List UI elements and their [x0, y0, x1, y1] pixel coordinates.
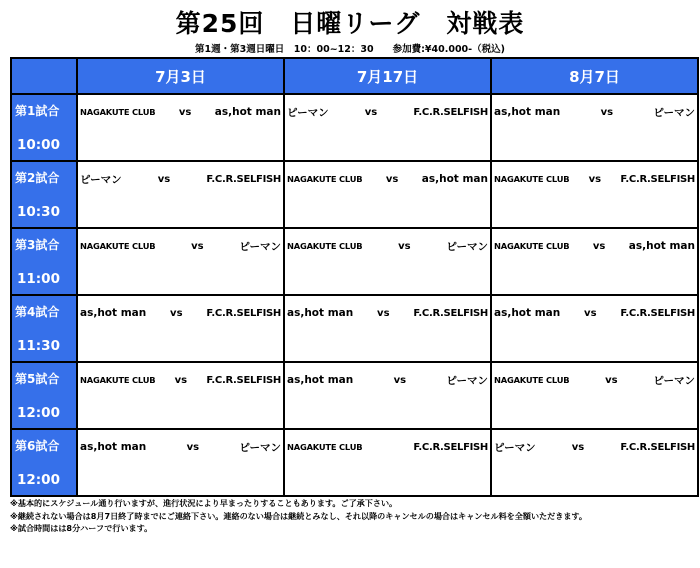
- notes: [10, 497, 698, 535]
- away-team: ピーマン: [653, 374, 695, 387]
- match: [492, 170, 697, 188]
- vs-label: vs: [157, 173, 171, 185]
- match-cell: [491, 161, 698, 228]
- schedule-subtitle: 第1週・第3週日曜日 10：00~12：30 参加費:¥40.000-（税込): [195, 44, 505, 55]
- game-time: 11:00: [17, 271, 60, 287]
- game-time: 10:30: [17, 204, 60, 220]
- away-team: F.C.R.SELFISH: [620, 441, 695, 453]
- game-label: [12, 430, 76, 492]
- away-team: as,hot man: [214, 106, 281, 118]
- vs-label: vs: [186, 441, 200, 453]
- date-header: 8月7日: [491, 58, 698, 94]
- match: [492, 304, 697, 322]
- away-team: F.C.R.SELFISH: [206, 374, 281, 386]
- away-team: ピーマン: [446, 374, 488, 387]
- game-time: 10:00: [17, 137, 60, 153]
- vs-label: vs: [600, 106, 614, 118]
- header-corner: [11, 58, 77, 94]
- vs-label: vs: [178, 106, 192, 118]
- match-cell: [77, 295, 284, 362]
- match: [78, 103, 283, 121]
- home-team: as,hot man: [80, 307, 147, 319]
- away-team: F.C.R.SELFISH: [620, 307, 695, 319]
- home-team: NAGAKUTE CLUB: [80, 241, 156, 251]
- game-time: 12:00: [17, 472, 60, 488]
- vs-label: vs: [170, 307, 183, 319]
- match-cell: [284, 161, 491, 228]
- vs-label: vs: [605, 374, 618, 386]
- home-team: ピーマン: [494, 441, 536, 454]
- vs-label: vs: [393, 374, 407, 386]
- match-cell: [77, 429, 284, 496]
- vs-label: vs: [385, 173, 399, 185]
- game-row: [11, 94, 698, 161]
- game-row: [11, 362, 698, 429]
- game-number: 第1試合: [15, 104, 60, 118]
- game-label: [12, 95, 76, 157]
- note-line: ※基本的にスケジュール通り行いますが、進行状況により早まったりすることもあります。ご了承下さい。: [10, 498, 398, 508]
- home-team: as,hot man: [494, 106, 561, 118]
- game-label-cell: [11, 161, 77, 228]
- match-cell: [77, 228, 284, 295]
- match: [285, 371, 490, 389]
- home-team: as,hot man: [287, 307, 354, 319]
- home-team: ピーマン: [287, 106, 329, 119]
- vs-label: vs: [174, 374, 188, 386]
- vs-label: vs: [191, 240, 204, 252]
- vs-label: vs: [571, 441, 585, 453]
- away-team: F.C.R.SELFISH: [620, 173, 695, 185]
- away-team: ピーマン: [239, 240, 281, 253]
- match: [78, 237, 283, 255]
- match: [285, 237, 490, 255]
- game-label: [12, 229, 76, 291]
- vs-label: vs: [364, 106, 378, 118]
- date-header-row: [11, 58, 698, 94]
- away-team: ピーマン: [239, 441, 281, 454]
- match: [492, 237, 697, 255]
- game-label-cell: [11, 429, 77, 496]
- note-line: ※試合時間はは8分ハーフで行います。: [10, 523, 153, 533]
- game-row: [11, 228, 698, 295]
- game-number: 第4試合: [15, 305, 60, 319]
- away-team: as,hot man: [628, 240, 695, 252]
- match: [78, 438, 283, 456]
- away-team: F.C.R.SELFISH: [206, 173, 281, 185]
- home-team: NAGAKUTE CLUB: [494, 174, 570, 184]
- game-label-cell: [11, 228, 77, 295]
- match-cell: [491, 94, 698, 161]
- home-team: NAGAKUTE CLUB: [287, 442, 363, 452]
- match-cell: [284, 362, 491, 429]
- home-team: NAGAKUTE CLUB: [80, 375, 156, 385]
- away-team: ピーマン: [653, 106, 695, 119]
- vs-label: vs: [398, 240, 411, 252]
- game-time: 12:00: [17, 405, 60, 421]
- match: [78, 371, 283, 389]
- match: [492, 371, 697, 389]
- game-label: [12, 363, 76, 425]
- date-header: 7月3日: [77, 58, 284, 94]
- match-cell: [284, 295, 491, 362]
- vs-label: vs: [592, 240, 606, 252]
- home-team: as,hot man: [287, 374, 354, 386]
- match: [492, 438, 697, 456]
- game-label: [12, 162, 76, 224]
- home-team: as,hot man: [80, 441, 147, 453]
- home-team: as,hot man: [494, 307, 561, 319]
- game-label: [12, 296, 76, 358]
- game-number: 第3試合: [15, 238, 60, 252]
- game-number: 第5試合: [15, 372, 60, 386]
- away-team: F.C.R.SELFISH: [206, 307, 281, 319]
- game-number: 第6試合: [15, 439, 60, 453]
- match-cell: [491, 228, 698, 295]
- home-team: NAGAKUTE CLUB: [494, 375, 570, 385]
- away-team: ピーマン: [446, 240, 488, 253]
- match-cell: [284, 429, 491, 496]
- game-number: 第2試合: [15, 171, 60, 185]
- away-team: as,hot man: [421, 173, 488, 185]
- schedule-table: [10, 57, 699, 497]
- away-team: F.C.R.SELFISH: [413, 307, 488, 319]
- home-team: NAGAKUTE CLUB: [494, 241, 570, 251]
- match: [492, 103, 697, 121]
- match-cell: [491, 295, 698, 362]
- home-team: NAGAKUTE CLUB: [80, 107, 156, 117]
- game-row: [11, 295, 698, 362]
- match: [78, 170, 283, 188]
- home-team: NAGAKUTE CLUB: [287, 241, 363, 251]
- match-cell: [491, 362, 698, 429]
- game-time: 11:30: [17, 338, 60, 354]
- home-team: ピーマン: [80, 173, 122, 186]
- game-label-cell: [11, 295, 77, 362]
- match: [285, 170, 490, 188]
- match-cell: [77, 94, 284, 161]
- match: [285, 438, 490, 456]
- game-row: [11, 429, 698, 496]
- match: [285, 103, 490, 121]
- match-cell: [491, 429, 698, 496]
- away-team: F.C.R.SELFISH: [413, 106, 488, 118]
- schedule-body: [11, 94, 698, 496]
- match-cell: [284, 94, 491, 161]
- match: [285, 304, 490, 322]
- away-team: F.C.R.SELFISH: [413, 441, 488, 453]
- match-cell: [77, 161, 284, 228]
- game-label-cell: [11, 362, 77, 429]
- note-line: ※継続されない場合は8月7日終了時までにご連絡下さい。連絡のない場合は継続とみなし、それ以降のキャンセルの場合はキャンセル料を全額いただきます。: [10, 510, 587, 521]
- home-team: NAGAKUTE CLUB: [287, 174, 363, 184]
- vs-label: vs: [588, 173, 602, 185]
- game-label-cell: [11, 94, 77, 161]
- page-title: 第25回 日曜リーグ 対戦表: [175, 9, 525, 38]
- match: [78, 304, 283, 322]
- vs-label: vs: [377, 307, 390, 319]
- game-row: [11, 161, 698, 228]
- vs-label: vs: [584, 307, 597, 319]
- match-cell: [77, 362, 284, 429]
- date-header: 7月17日: [284, 58, 491, 94]
- match-cell: [284, 228, 491, 295]
